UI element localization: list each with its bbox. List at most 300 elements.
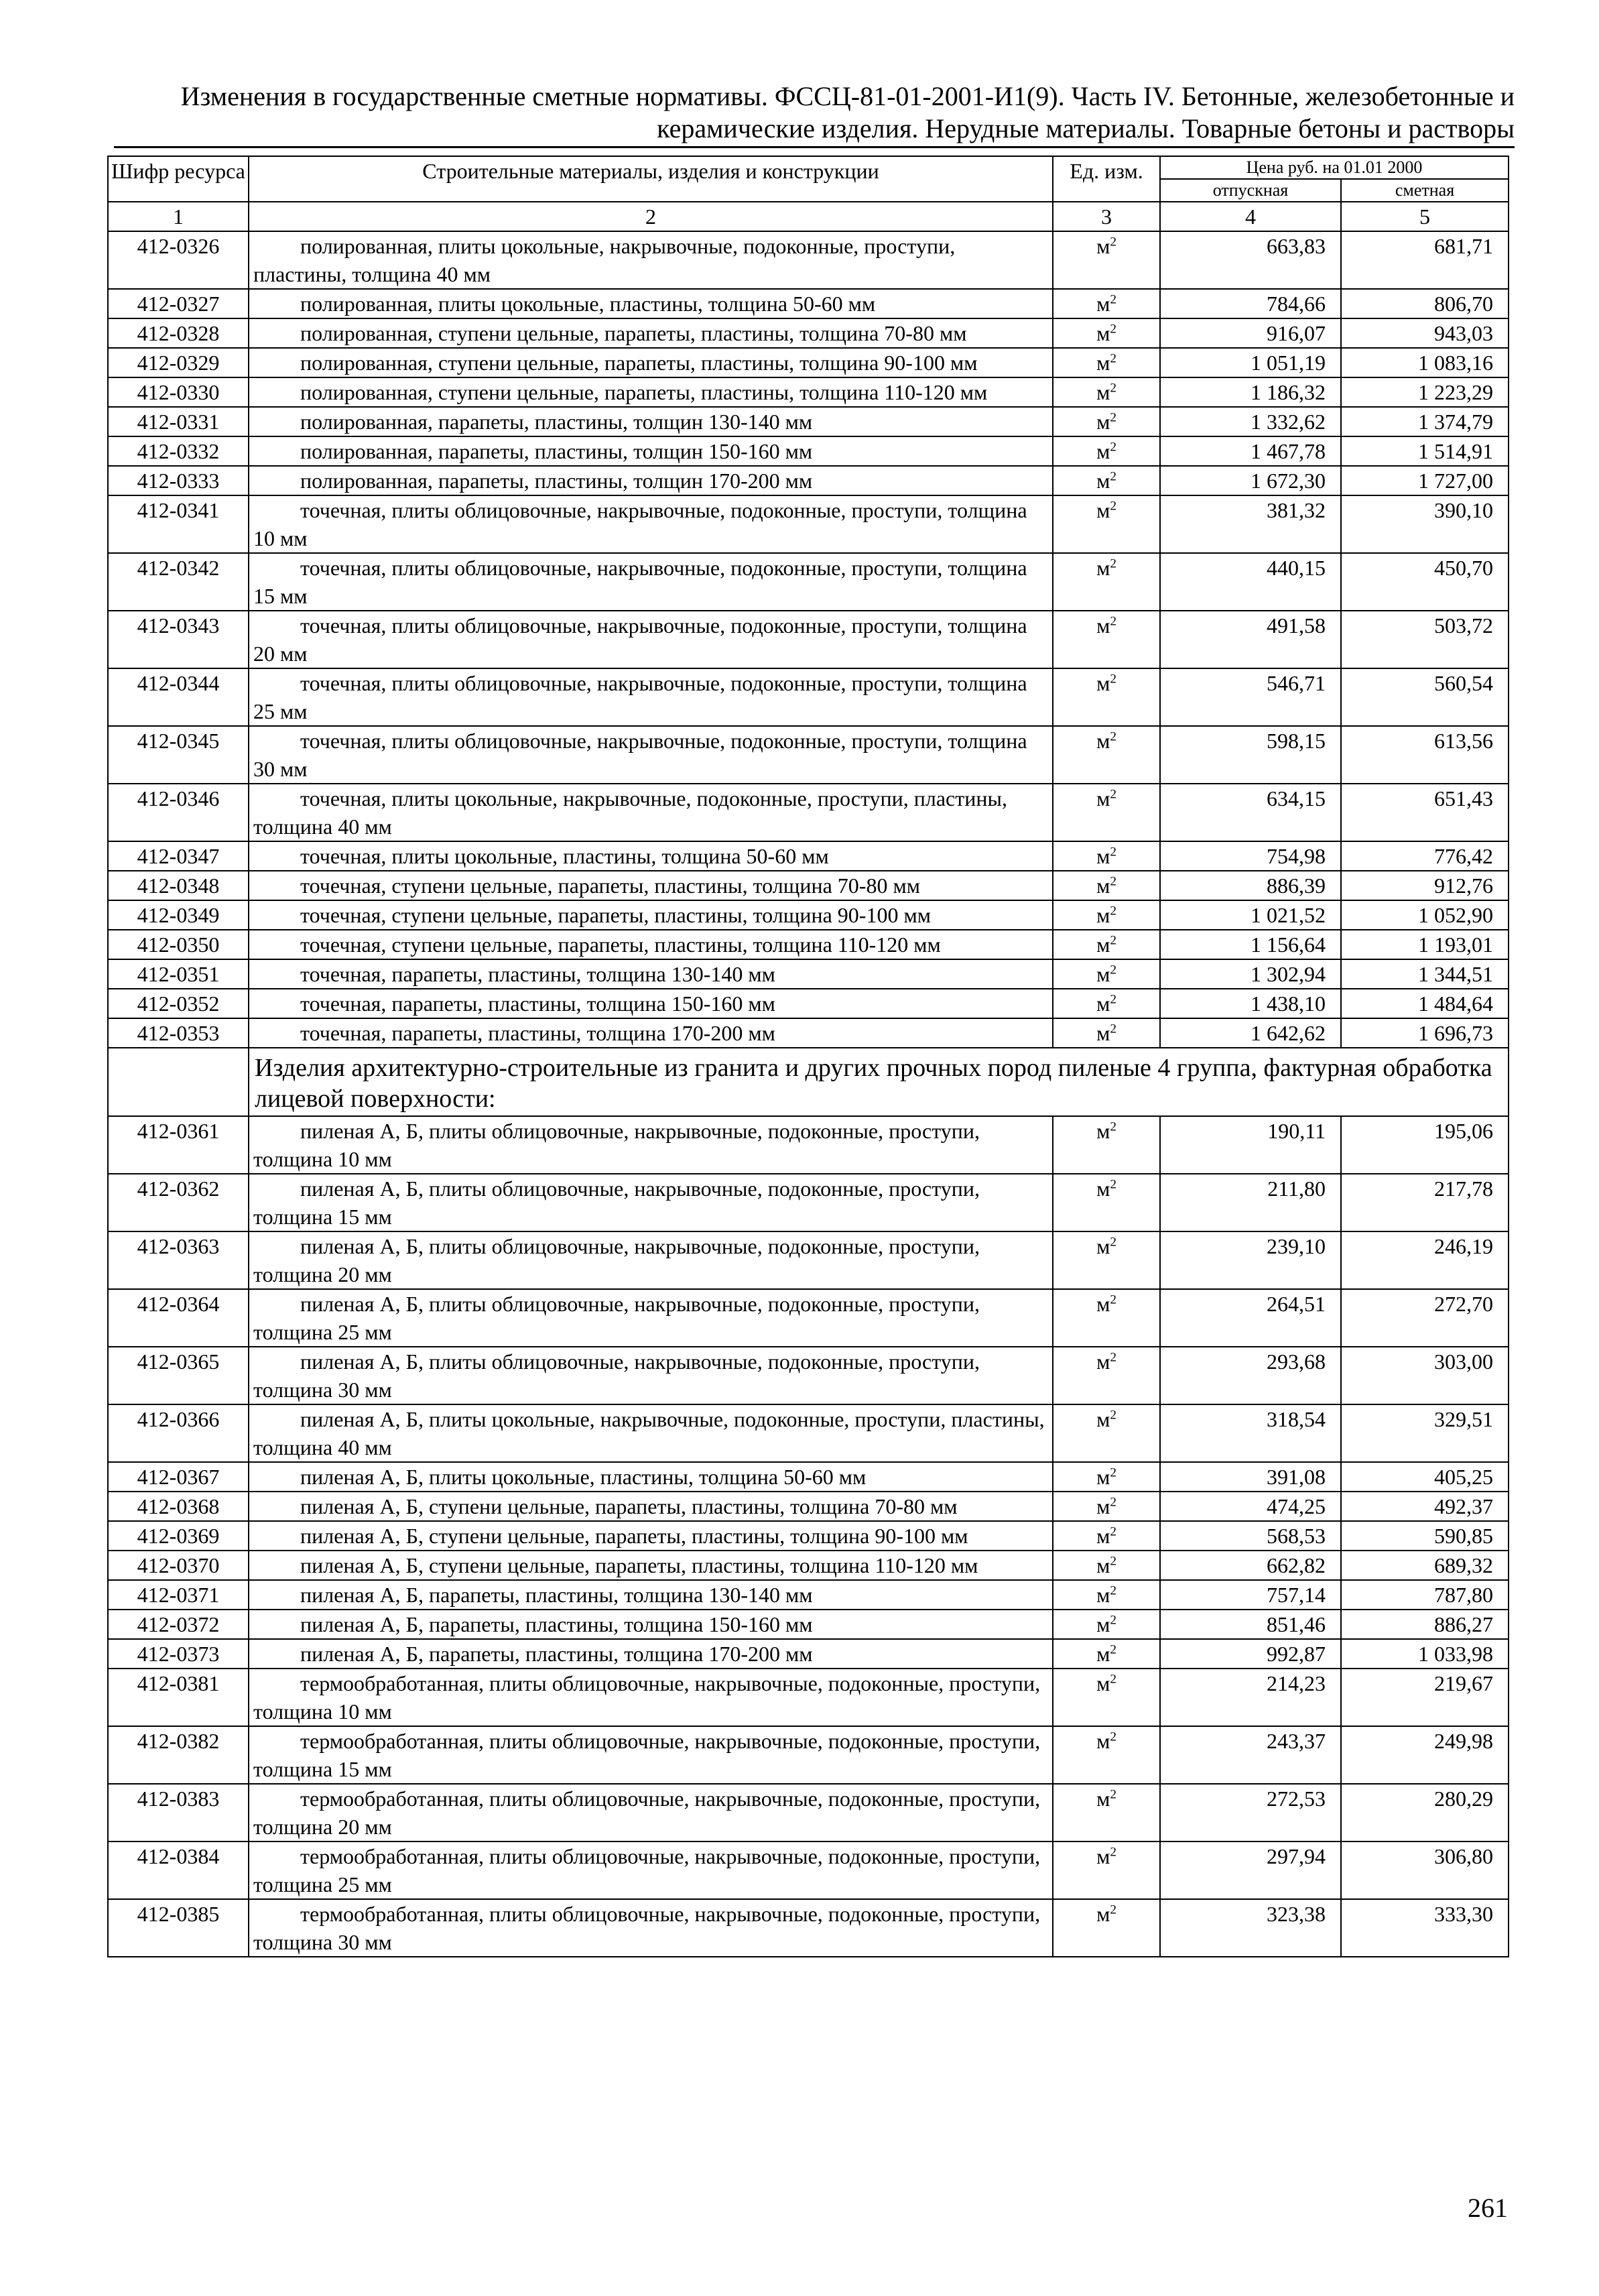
table-row	[108, 1462, 1509, 1492]
row-release-price: 1 438,10	[1160, 989, 1341, 1018]
row-code: 412-0373	[108, 1639, 249, 1669]
row-estimate-price: 1 223,29	[1341, 377, 1509, 407]
row-unit	[1053, 553, 1160, 611]
unit-base: м	[1096, 1671, 1110, 1695]
table-row	[108, 377, 1509, 407]
row-estimate-price: 503,72	[1341, 611, 1509, 668]
row-code: 412-0332	[108, 436, 249, 466]
row-estimate-price: 1 083,16	[1341, 348, 1509, 377]
table-row	[108, 871, 1509, 900]
table-row	[108, 1289, 1509, 1347]
row-estimate-price: 651,43	[1341, 784, 1509, 841]
row-estimate-price: 776,42	[1341, 841, 1509, 871]
row-name: пиленая А, Б, плиты облицовочные, накрывочные, подоконные, проступи, толщина 25 мм	[249, 1289, 1053, 1347]
row-release-price: 916,07	[1160, 318, 1341, 348]
unit-base: м	[1096, 991, 1110, 1016]
row-name: пиленая А, Б, плиты облицовочные, накрывочные, подоконные, проступи, толщина 10 мм	[249, 1116, 1053, 1174]
row-unit	[1053, 1289, 1160, 1347]
row-code: 412-0372	[108, 1610, 249, 1639]
header-rule	[114, 146, 1515, 148]
row-release-price: 568,53	[1160, 1521, 1341, 1551]
row-release-price: 474,25	[1160, 1492, 1341, 1521]
row-unit	[1053, 436, 1160, 466]
unit-base: м	[1096, 1176, 1110, 1201]
row-estimate-price: 1 514,91	[1341, 436, 1509, 466]
unit-exponent: 2	[1110, 1350, 1116, 1365]
unit-base: м	[1096, 903, 1110, 927]
row-release-price: 546,71	[1160, 668, 1341, 726]
unit-exponent: 2	[1110, 1787, 1116, 1802]
row-release-price: 440,15	[1160, 553, 1341, 611]
unit-exponent: 2	[1110, 874, 1116, 889]
table-row	[108, 841, 1509, 871]
row-name: полированная, парапеты, пластины, толщин 150-160 мм	[249, 436, 1053, 466]
row-code: 412-0331	[108, 407, 249, 436]
table-row	[108, 1784, 1509, 1841]
row-code: 412-0362	[108, 1174, 249, 1231]
row-code: 412-0368	[108, 1492, 249, 1521]
table-row	[108, 1580, 1509, 1610]
row-estimate-price: 249,98	[1341, 1726, 1509, 1784]
unit-base: м	[1096, 1465, 1110, 1489]
unit-exponent: 2	[1110, 614, 1116, 629]
row-name: точечная, парапеты, пластины, толщина 130-140 мм	[249, 959, 1053, 989]
row-unit	[1053, 1116, 1160, 1174]
table-row	[108, 1174, 1509, 1231]
unit-exponent: 2	[1110, 1642, 1116, 1657]
row-name: точечная, плиты облицовочные, накрывочные, подоконные, проступи, толщина 30 мм	[249, 726, 1053, 784]
unit-exponent: 2	[1110, 556, 1116, 571]
row-name: пиленая А, Б, ступени цельные, парапеты, пластины, толщина 90-100 мм	[249, 1521, 1053, 1551]
row-unit	[1053, 1726, 1160, 1784]
table-row	[108, 1669, 1509, 1726]
row-name: точечная, плиты цокольные, накрывочные, подоконные, проступи, пластины, толщина 40 мм	[249, 784, 1053, 841]
row-code: 412-0381	[108, 1669, 249, 1726]
table-row	[108, 466, 1509, 495]
row-unit	[1053, 407, 1160, 436]
table-row	[108, 1841, 1509, 1899]
row-code: 412-0341	[108, 495, 249, 553]
row-code: 412-0367	[108, 1462, 249, 1492]
unit-exponent: 2	[1110, 469, 1116, 484]
row-code: 412-0385	[108, 1899, 249, 1957]
price-table	[107, 156, 1509, 1957]
row-name: пиленая А, Б, плиты цокольные, накрывочные, подоконные, проступи, пластины, толщина 40 мм	[249, 1404, 1053, 1462]
row-code: 412-0371	[108, 1580, 249, 1610]
row-unit	[1053, 1521, 1160, 1551]
unit-base: м	[1096, 1119, 1110, 1143]
row-name: полированная, плиты цокольные, накрывочные, подоконные, проступи, пластины, толщина 40 мм	[249, 231, 1053, 289]
row-release-price: 211,80	[1160, 1174, 1341, 1231]
row-estimate-price: 1 344,51	[1341, 959, 1509, 989]
row-unit	[1053, 1404, 1160, 1462]
table-row	[108, 1610, 1509, 1639]
row-name: пиленая А, Б, парапеты, пластины, толщина 150-160 мм	[249, 1610, 1053, 1639]
row-unit	[1053, 1841, 1160, 1899]
row-estimate-price: 806,70	[1341, 289, 1509, 318]
row-release-price: 886,39	[1160, 871, 1341, 900]
row-name: пиленая А, Б, плиты облицовочные, накрывочные, подоконные, проступи, толщина 20 мм	[249, 1231, 1053, 1289]
column-numbers-row	[108, 202, 1509, 231]
row-release-price: 1 156,64	[1160, 930, 1341, 959]
unit-base: м	[1096, 351, 1110, 375]
row-name: термообработанная, плиты облицовочные, накрывочные, подоконные, проступи, толщина 10 мм	[249, 1669, 1053, 1726]
unit-base: м	[1096, 1787, 1110, 1811]
unit-base: м	[1096, 1524, 1110, 1548]
row-name: полированная, ступени цельные, парапеты, пластины, толщина 90-100 мм	[249, 348, 1053, 377]
row-unit	[1053, 466, 1160, 495]
unit-exponent: 2	[1110, 963, 1116, 977]
unit-exponent: 2	[1110, 322, 1116, 337]
row-code: 412-0344	[108, 668, 249, 726]
col-number: 1	[108, 202, 249, 231]
row-code: 412-0353	[108, 1018, 249, 1048]
row-release-price: 663,83	[1160, 231, 1341, 289]
row-unit	[1053, 1231, 1160, 1289]
row-name: точечная, парапеты, пластины, толщина 150-160 мм	[249, 989, 1053, 1018]
row-name: полированная, парапеты, пластины, толщин 130-140 мм	[249, 407, 1053, 436]
table-row	[108, 959, 1509, 989]
row-code: 412-0382	[108, 1726, 249, 1784]
row-estimate-price: 1 484,64	[1341, 989, 1509, 1018]
unit-base: м	[1096, 613, 1110, 638]
row-release-price: 272,53	[1160, 1784, 1341, 1841]
row-unit	[1053, 1580, 1160, 1610]
unit-base: м	[1096, 439, 1110, 463]
row-name: точечная, ступени цельные, парапеты, пластины, толщина 90-100 мм	[249, 900, 1053, 930]
row-name: пиленая А, Б, ступени цельные, парапеты, пластины, толщина 110-120 мм	[249, 1551, 1053, 1580]
row-estimate-price: 329,51	[1341, 1404, 1509, 1462]
row-code: 412-0365	[108, 1347, 249, 1404]
table-row	[108, 989, 1509, 1018]
row-name: точечная, плиты облицовочные, накрывочные, подоконные, проступи, толщина 15 мм	[249, 553, 1053, 611]
unit-base: м	[1096, 1729, 1110, 1753]
row-unit	[1053, 231, 1160, 289]
header-code: Шифр ресурса	[108, 156, 249, 202]
unit-exponent: 2	[1110, 351, 1116, 366]
row-release-price: 391,08	[1160, 1462, 1341, 1492]
unit-base: м	[1096, 1021, 1110, 1045]
row-code: 412-0351	[108, 959, 249, 989]
table-row	[108, 1639, 1509, 1669]
row-estimate-price: 1 696,73	[1341, 1018, 1509, 1048]
document-header	[114, 80, 1515, 145]
unit-exponent: 2	[1110, 1292, 1116, 1307]
row-code: 412-0363	[108, 1231, 249, 1289]
row-release-price: 491,58	[1160, 611, 1341, 668]
section-row	[108, 1048, 1509, 1116]
row-unit	[1053, 1669, 1160, 1726]
row-code: 412-0366	[108, 1404, 249, 1462]
unit-base: м	[1096, 1902, 1110, 1926]
row-name: термообработанная, плиты облицовочные, накрывочные, подоконные, проступи, толщина 25 мм	[249, 1841, 1053, 1899]
row-code: 412-0343	[108, 611, 249, 668]
row-release-price: 1 021,52	[1160, 900, 1341, 930]
row-name: точечная, плиты цокольные, пластины, толщина 50-60 мм	[249, 841, 1053, 871]
unit-base: м	[1096, 1844, 1110, 1868]
unit-base: м	[1096, 321, 1110, 345]
unit-base: м	[1096, 1494, 1110, 1518]
table-row	[108, 407, 1509, 436]
header-line-1: Изменения в государственные сметные нормативы. ФССЦ-81-01-2001-И1(9). Часть IV. Бетонные, железобетонные и	[180, 81, 1515, 111]
row-release-price: 1 186,32	[1160, 377, 1341, 407]
section-title: Изделия архитектурно-строительные из гранита и других прочных пород пиленые 4 группа, фактурная обработка лицевой поверхности:	[249, 1048, 1509, 1116]
row-estimate-price: 217,78	[1341, 1174, 1509, 1231]
unit-base: м	[1096, 1349, 1110, 1374]
row-name: полированная, ступени цельные, парапеты, пластины, толщина 70-80 мм	[249, 318, 1053, 348]
row-unit	[1053, 726, 1160, 784]
row-unit	[1053, 989, 1160, 1018]
row-release-price: 784,66	[1160, 289, 1341, 318]
table-row	[108, 668, 1509, 726]
unit-base: м	[1096, 786, 1110, 810]
row-code: 412-0352	[108, 989, 249, 1018]
row-release-price: 297,94	[1160, 1841, 1341, 1899]
unit-exponent: 2	[1110, 992, 1116, 1007]
row-unit	[1053, 841, 1160, 871]
row-name: точечная, ступени цельные, парапеты, пластины, толщина 110-120 мм	[249, 930, 1053, 959]
unit-exponent: 2	[1110, 1465, 1116, 1480]
row-unit	[1053, 377, 1160, 407]
unit-base: м	[1096, 292, 1110, 316]
unit-exponent: 2	[1110, 1583, 1116, 1598]
table-row	[108, 1492, 1509, 1521]
unit-base: м	[1096, 380, 1110, 404]
table-row	[108, 1551, 1509, 1580]
row-name: полированная, плиты цокольные, пластины, толщина 50-60 мм	[249, 289, 1053, 318]
row-release-price: 318,54	[1160, 1404, 1341, 1462]
row-code: 412-0345	[108, 726, 249, 784]
header-name: Строительные материалы, изделия и конструкции	[249, 156, 1053, 202]
unit-base: м	[1096, 1553, 1110, 1577]
table-row	[108, 611, 1509, 668]
row-unit	[1053, 1462, 1160, 1492]
table-row	[108, 318, 1509, 348]
row-unit	[1053, 318, 1160, 348]
row-unit	[1053, 1492, 1160, 1521]
row-unit	[1053, 871, 1160, 900]
unit-exponent: 2	[1110, 1022, 1116, 1036]
table-row	[108, 348, 1509, 377]
row-code: 412-0347	[108, 841, 249, 871]
col-number: 2	[249, 202, 1053, 231]
header-price: Цена руб. на 01.01 2000	[1160, 156, 1509, 179]
unit-base: м	[1096, 1612, 1110, 1636]
row-release-price: 323,38	[1160, 1899, 1341, 1957]
row-estimate-price: 195,06	[1341, 1116, 1509, 1174]
row-release-price: 662,82	[1160, 1551, 1341, 1580]
row-release-price: 1 467,78	[1160, 436, 1341, 466]
unit-base: м	[1096, 498, 1110, 522]
row-unit	[1053, 1899, 1160, 1957]
unit-exponent: 2	[1110, 1524, 1116, 1539]
row-unit	[1053, 495, 1160, 553]
unit-exponent: 2	[1110, 235, 1116, 249]
table-row	[108, 436, 1509, 466]
unit-exponent: 2	[1110, 410, 1116, 425]
row-estimate-price: 306,80	[1341, 1841, 1509, 1899]
row-estimate-price: 912,76	[1341, 871, 1509, 900]
page-number: 261	[1468, 2193, 1508, 2223]
table-row	[108, 495, 1509, 553]
unit-exponent: 2	[1110, 292, 1116, 307]
table-row	[108, 1899, 1509, 1957]
row-unit	[1053, 1610, 1160, 1639]
unit-exponent: 2	[1110, 1554, 1116, 1569]
unit-base: м	[1096, 844, 1110, 868]
header-line-2: керамические изделия. Нерудные материалы. Товарные бетоны и растворы	[657, 113, 1515, 143]
row-unit	[1053, 289, 1160, 318]
table-row	[108, 784, 1509, 841]
row-estimate-price: 390,10	[1341, 495, 1509, 553]
row-name: пиленая А, Б, ступени цельные, парапеты, пластины, толщина 70-80 мм	[249, 1492, 1053, 1521]
table-row	[108, 1347, 1509, 1404]
unit-exponent: 2	[1110, 1235, 1116, 1250]
row-estimate-price: 492,37	[1341, 1492, 1509, 1521]
row-estimate-price: 272,70	[1341, 1289, 1509, 1347]
row-estimate-price: 1 033,98	[1341, 1639, 1509, 1669]
row-unit	[1053, 611, 1160, 668]
table-row	[108, 1726, 1509, 1784]
row-unit	[1053, 348, 1160, 377]
unit-exponent: 2	[1110, 1120, 1116, 1134]
unit-base: м	[1096, 671, 1110, 695]
row-name: термообработанная, плиты облицовочные, накрывочные, подоконные, проступи, толщина 20 мм	[249, 1784, 1053, 1841]
row-estimate-price: 219,67	[1341, 1669, 1509, 1726]
row-release-price: 1 642,62	[1160, 1018, 1341, 1048]
unit-base: м	[1096, 962, 1110, 986]
row-estimate-price: 450,70	[1341, 553, 1509, 611]
unit-exponent: 2	[1110, 1408, 1116, 1423]
row-unit	[1053, 900, 1160, 930]
unit-base: м	[1096, 932, 1110, 957]
row-unit	[1053, 930, 1160, 959]
section-code-empty	[108, 1048, 249, 1116]
row-release-price: 1 051,19	[1160, 348, 1341, 377]
row-release-price: 1 332,62	[1160, 407, 1341, 436]
row-name: пиленая А, Б, парапеты, пластины, толщина 170-200 мм	[249, 1639, 1053, 1669]
unit-base: м	[1096, 1642, 1110, 1666]
unit-exponent: 2	[1110, 1672, 1116, 1687]
row-code: 412-0384	[108, 1841, 249, 1899]
table-header-row	[108, 156, 1509, 179]
row-name: пиленая А, Б, парапеты, пластины, толщина 130-140 мм	[249, 1580, 1053, 1610]
unit-exponent: 2	[1110, 1845, 1116, 1860]
table-row	[108, 726, 1509, 784]
row-estimate-price: 1 193,01	[1341, 930, 1509, 959]
row-name: точечная, парапеты, пластины, толщина 170-200 мм	[249, 1018, 1053, 1048]
row-code: 412-0361	[108, 1116, 249, 1174]
unit-base: м	[1096, 556, 1110, 580]
unit-base: м	[1096, 1407, 1110, 1431]
unit-exponent: 2	[1110, 787, 1116, 802]
row-release-price: 239,10	[1160, 1231, 1341, 1289]
unit-exponent: 2	[1110, 1495, 1116, 1510]
col-number: 3	[1053, 202, 1160, 231]
row-estimate-price: 613,56	[1341, 726, 1509, 784]
row-release-price: 754,98	[1160, 841, 1341, 871]
unit-base: м	[1096, 1234, 1110, 1258]
unit-base: м	[1096, 1292, 1110, 1316]
unit-base: м	[1096, 234, 1110, 258]
row-estimate-price: 1 727,00	[1341, 466, 1509, 495]
row-estimate-price: 886,27	[1341, 1610, 1509, 1639]
unit-base: м	[1096, 1583, 1110, 1607]
unit-exponent: 2	[1110, 672, 1116, 686]
row-release-price: 214,23	[1160, 1669, 1341, 1726]
row-estimate-price: 1 052,90	[1341, 900, 1509, 930]
row-estimate-price: 689,32	[1341, 1551, 1509, 1580]
row-unit	[1053, 959, 1160, 989]
unit-exponent: 2	[1110, 1613, 1116, 1628]
row-code: 412-0328	[108, 318, 249, 348]
row-code: 412-0329	[108, 348, 249, 377]
unit-base: м	[1096, 469, 1110, 493]
row-unit	[1053, 1347, 1160, 1404]
row-estimate-price: 681,71	[1341, 231, 1509, 289]
row-name: точечная, плиты облицовочные, накрывочные, подоконные, проступи, толщина 20 мм	[249, 611, 1053, 668]
row-code: 412-0350	[108, 930, 249, 959]
table-row	[108, 1231, 1509, 1289]
unit-exponent: 2	[1110, 904, 1116, 918]
unit-base: м	[1096, 729, 1110, 753]
row-unit	[1053, 1174, 1160, 1231]
row-code: 412-0348	[108, 871, 249, 900]
row-release-price: 992,87	[1160, 1639, 1341, 1669]
row-release-price: 381,32	[1160, 495, 1341, 553]
unit-exponent: 2	[1110, 845, 1116, 859]
unit-exponent: 2	[1110, 381, 1116, 396]
table-row	[108, 289, 1509, 318]
row-estimate-price: 590,85	[1341, 1521, 1509, 1551]
table-row	[108, 930, 1509, 959]
row-code: 412-0349	[108, 900, 249, 930]
unit-exponent: 2	[1110, 499, 1116, 513]
row-name: термообработанная, плиты облицовочные, накрывочные, подоконные, проступи, толщина 30 мм	[249, 1899, 1053, 1957]
row-unit	[1053, 784, 1160, 841]
row-code: 412-0370	[108, 1551, 249, 1580]
row-estimate-price: 405,25	[1341, 1462, 1509, 1492]
unit-exponent: 2	[1110, 1730, 1116, 1744]
row-code: 412-0364	[108, 1289, 249, 1347]
row-code: 412-0330	[108, 377, 249, 407]
row-unit	[1053, 1784, 1160, 1841]
row-unit	[1053, 668, 1160, 726]
header-unit: Ед. изм.	[1053, 156, 1160, 202]
row-code: 412-0333	[108, 466, 249, 495]
row-code: 412-0383	[108, 1784, 249, 1841]
row-estimate-price: 246,19	[1341, 1231, 1509, 1289]
row-release-price: 243,37	[1160, 1726, 1341, 1784]
row-name: полированная, парапеты, пластины, толщин 170-200 мм	[249, 466, 1053, 495]
row-release-price: 598,15	[1160, 726, 1341, 784]
col-number: 5	[1341, 202, 1509, 231]
row-code: 412-0342	[108, 553, 249, 611]
row-name: точечная, ступени цельные, парапеты, пластины, толщина 70-80 мм	[249, 871, 1053, 900]
row-release-price: 1 672,30	[1160, 466, 1341, 495]
table-row	[108, 231, 1509, 289]
row-unit	[1053, 1639, 1160, 1669]
row-estimate-price: 1 374,79	[1341, 407, 1509, 436]
row-release-price: 851,46	[1160, 1610, 1341, 1639]
row-estimate-price: 943,03	[1341, 318, 1509, 348]
row-name: точечная, плиты облицовочные, накрывочные, подоконные, проступи, толщина 10 мм	[249, 495, 1053, 553]
row-unit	[1053, 1018, 1160, 1048]
row-name: пиленая А, Б, плиты облицовочные, накрывочные, подоконные, проступи, толщина 30 мм	[249, 1347, 1053, 1404]
row-name: полированная, ступени цельные, парапеты, пластины, толщина 110-120 мм	[249, 377, 1053, 407]
row-unit	[1053, 1551, 1160, 1580]
row-name: пиленая А, Б, плиты облицовочные, накрывочные, подоконные, проступи, толщина 15 мм	[249, 1174, 1053, 1231]
